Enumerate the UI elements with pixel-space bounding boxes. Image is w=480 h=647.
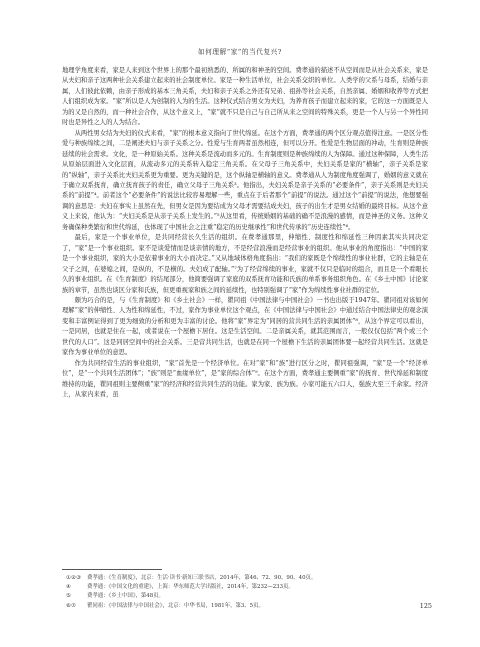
footnote-item (62, 592, 428, 601)
footnote-item (62, 574, 428, 583)
footnote-item (62, 583, 428, 592)
footnote-mark: ⑤ (66, 593, 72, 600)
running-head: 如何理解“家”的当代复兴? (197, 48, 282, 56)
footnote-separator (62, 569, 162, 570)
footnote-mark: ⑥⑦ (66, 602, 77, 609)
footnotes (62, 574, 428, 611)
footnote-mark: ④ (66, 584, 72, 591)
footnote-mark: ①②③ (66, 575, 82, 581)
paragraph-4: 颇为巧合的是，与《生育制度》和《乡土社会》一样，瞿同祖《中国法律与中国社会》一书也出版于1947年。瞿同祖对该如何理解“家”的伸缩性、人为性和绵延性，不过，家作为事业单位这个观点，在《中国法律与中国社会》中通过结合中国法律史的观念演变和丰富例证得到了更为细致的分析和更为丰富的讨论。他将“家”界定为“同居的营共同生活的亲属团体”⁸，从这个界定可以看出，一是同居，也就是住在一起，或者说在一个屋檐下居住。这是生活空间。二是亲属关系，就其范围而言，一般仅仅包括“两个或三个世代的人口”。这是同居空间中的社会关系。三是营共同生活，也就是在同一个屋檐下生活的亲属团体要一起经营共同生活。这就是家作为事业单位的意思。 (62, 296, 428, 357)
footnote-text: 瞿同祖：《中国法律与中国社会》，北京：中华书局，1981年，第3、5页。 (87, 602, 264, 609)
page-number: 125 (419, 602, 432, 610)
paragraph-5: 作为共同经营生活的事业组织，“家”首先是一个经济单位。在对“家”和“族”进行区分之时，瞿同祖强调，“家”是一个“经济单位”，是“一个共同生活团体”；“族”则是“血缘单位”，是“家的综合体”⁹。在这个方面，费孝通主要侧重“家”的抚育、世代绵延和制度维持的功能，瞿同祖则主要侧重“家”的经济和经营共同生活的功能。家为家、族为族。小家可能五六口人，强族大至三千余家。经济上，从家内来看，虽 (62, 359, 428, 399)
body-text (62, 66, 428, 401)
footnote-text: 费孝通：《生育制度》，北京：生活·读书·新知三联书店，2014年，第46、72、90、90、40页。 (87, 575, 317, 581)
footnote-item (62, 602, 428, 611)
footnote-text: 费孝通：《中国文化的重建》，上海：华东师范大学出版社，2014年，第232—233页。 (87, 584, 294, 591)
footnote-text: 费孝通：《乡土中国》，第48页。 (87, 593, 164, 600)
paragraph-3: 最后，家是一个事业单位，是共同经营长久生活的组织。在费孝通那里，伸缩性、制度性和绵延性三种因素其实共同决定了，“家”是一个事业组织。家不是谈爱情而是谈亲情的地方，不是经营浪漫而是经营事业的组织。他从事业的角度指出：“中国的家是一个事业组织，家的大小是依着事业的大小而决定。”又从地域体格角度指出：“我们的家既是个绵续性的事业社群，它的主轴是在父子之间，在婆媳之间，是纵的，不是横的。夫妇成了配轴。”⁷为了经营绵续的事业，家就不仅只是临时的组合，而且是一个看眼长久的事业组织。在《生育制度》的结尾部分，他简要强调了家庭的双系抚育功能和氏族的单系事务组织角色。在《乡土中国》讨论家族的章节，虽然也谈区分家和氏族，但更重视家和族之间的延续性，也特别强调了“家”作为绵续性事业社群的定位。 (62, 234, 428, 294)
paragraph-1: 地理学角度来看，家是人来到这个世界上的那个最初熟悉的、所属的和神圣的空间。费孝通的描述不从空间而是从社会关系来，家是从夫妇和亲子这两种社会关系建立起来的社会制度单位。家是一种生活单位，社会关系交织的单位。人类学的父系与母系，结婚与亲属，人们彼此依赖，由亲子形成的基本三角关系，夫妇和亲子关系之外还有兄弟、祖孙等社会关系，自然亲属、婚姻和收养等方式把人们组织成为家。“家”所以是人为创制的人为的生活。这种仪式结合男女为夫妇，为养育孩子而建立起来的家，它的这一方面既是人为的又是自然的，而一种社会合作，从这个意义上，“家”就不只是自己与自己所从来之空间的特殊关系，更是一个人与另一个异性同时也是异性之人的人为结合。 (62, 67, 428, 127)
paragraph-2: 从两性男女结为夫妇的仪式来看，“家”的根本意义指向了世代绵延。在这个方面，费孝通的两个区分观点值得注意。一是区分性爱与种族绵续之间，二是阐述夫妇与亲子关系之分。性爱与生育两者虽然相连，但可以分开。性爱是生物层面的冲动，生育则是种族延续的社会需求。文化，是一种原始关系。这种关系是流动而多元的。生育制度则是种族绵续的人为保障。通过这种保障，人类生活从原始层面进入文化层面，从流动多元的关系转入稳定三角关系。在父母子三角关系中，夫妇关系是家的“横轴”，亲子关系是家的“纵轴”，亲子关系比夫妇关系更为重要。更为关键的是，这个纵轴是横轴的意义。费孝通从人为制度角度强调了，婚姻的意义就在于确立双系抚育，确立抚育孩子的责任，确立父母子三角关系³。他指出，夫妇关系是亲子关系的“必要条件”，亲子关系则是夫妇关系的“前提”⁴。前者这个“必要条件”的说法比较容易理解一些，重点在于后者那个“前提”的说法。通过这个“前提”的说法，他想要强调的意思是：夫妇在事实上虽然在先，但男女是因为要结成为父母才需要结成夫妇，孩子的出生才是男女结婚的最终目标。从这个意义上来说，他认为：“夫妇关系是从亲子关系上发生的。”⁵从这里看，传统婚姻的基础的确不是浪漫的感情，而是神圣的义务。这种义务确保种类繁衍和世代绵延，也体现了中国社会之注重“稳定的历史继承性”和世代传承的“历史连续性”⁶。 (62, 129, 428, 231)
